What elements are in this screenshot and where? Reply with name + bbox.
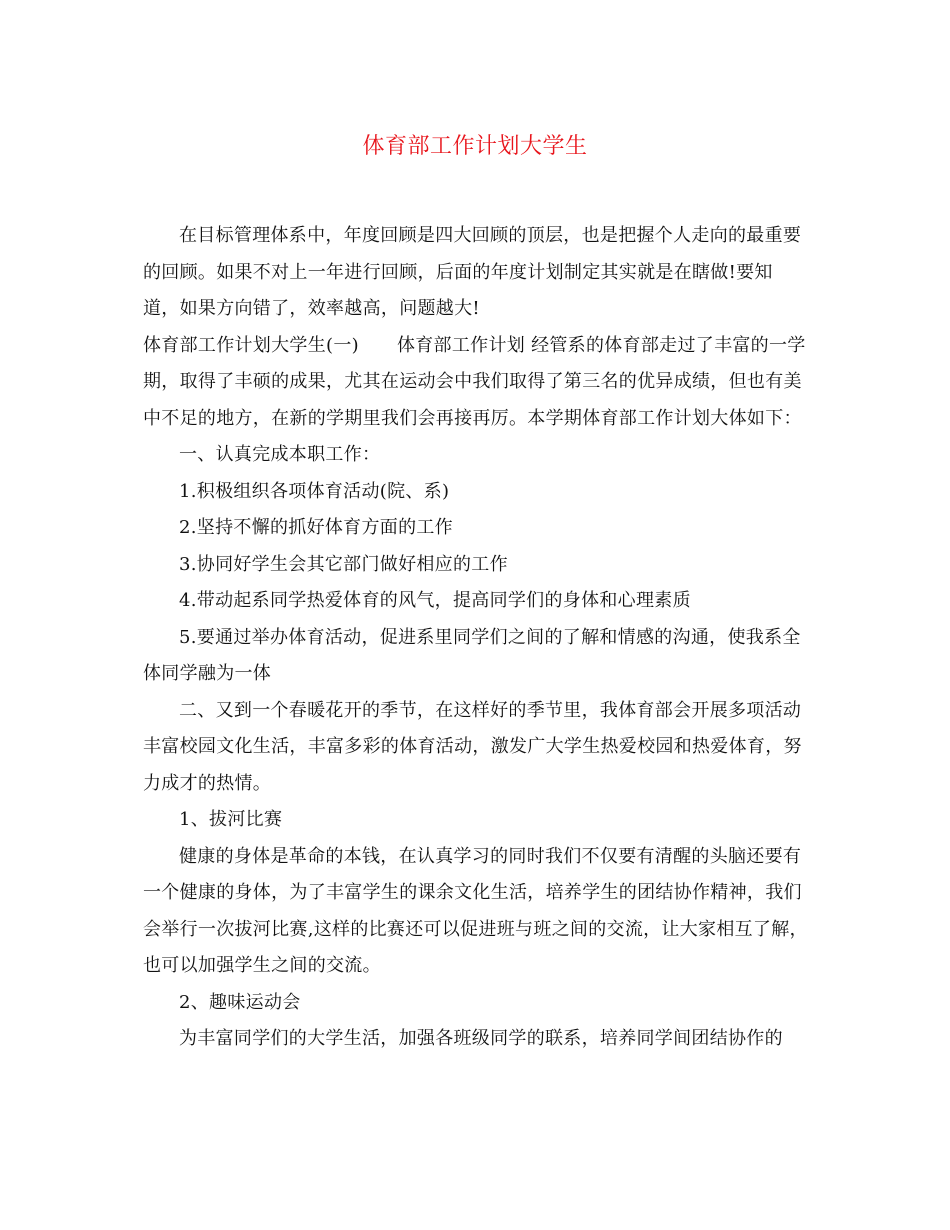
- list-item: 1.积极组织各项体育活动(院、系): [179, 480, 450, 502]
- list-item-5: 5.要通过举办体育活动，促进系里同学们之间的了解和情感的沟通，使我系全体同学融为一体: [143, 626, 801, 684]
- part1-heading: 一、认真完成本职工作：: [179, 444, 381, 465]
- list-item: 4.带动起系同学热爱体育的风气，提高同学们的身体和心理素质: [179, 590, 691, 611]
- part2-paragraph: 二、又到一个春暖花开的季节，在这样好的季节里，我体育部会开展多项活动丰富校园文化生活，丰富多彩的体育活动，激发广大学生热爱校园和热爱体育，努力成才的热情。: [143, 699, 802, 794]
- list-item: 3.协同好学生会其它部门做好相应的工作: [179, 553, 508, 575]
- sub1-heading: 1、拔河比赛: [179, 809, 283, 830]
- sub1-paragraph: 健康的身体是革命的本钱，在认真学习的同时我们不仅要有清醒的头脑还要有一个健康的身体，为了丰富学生的课余文化生活，培养学生的团结协作精神，我们会举行一次拔河比赛,这样的比赛还可以促进班与班之间的交流，让大家相互了解，也可以加强学生之间的交流。: [143, 845, 808, 976]
- document-body: [143, 218, 808, 1058]
- section1-text: 体育部工作计划 经管系的体育部走过了丰富的一学期，取得了丰硕的成果，尤其在运动会中我们取得了第三名的优异成绩，但也有美中不足的地方，在新的学期里我们会再接再厉。本学期体育部工作计划大体如下：: [143, 334, 806, 429]
- document-title: 体育部工作计划大学生: [362, 134, 588, 159]
- section1-paragraph: [143, 328, 808, 438]
- section1-heading: 体育部工作计划大学生(一): [143, 334, 359, 356]
- intro-paragraph: 在目标管理体系中，年度回顾是四大回顾的顶层，也是把握个人走向的最重要的回顾。如果不对上一年进行回顾，后面的年度计划制定其实就是在瞎做!要知道，如果方向错了，效率越高，问题越大!: [143, 225, 802, 319]
- sub2-heading: 2、趣味运动会: [179, 991, 301, 1013]
- sub2-paragraph: 为丰富同学们的大学生活，加强各班级同学的联系，培养同学间团结协作的: [179, 1028, 783, 1049]
- list-item: 2.坚持不懈的抓好体育方面的工作: [179, 517, 453, 538]
